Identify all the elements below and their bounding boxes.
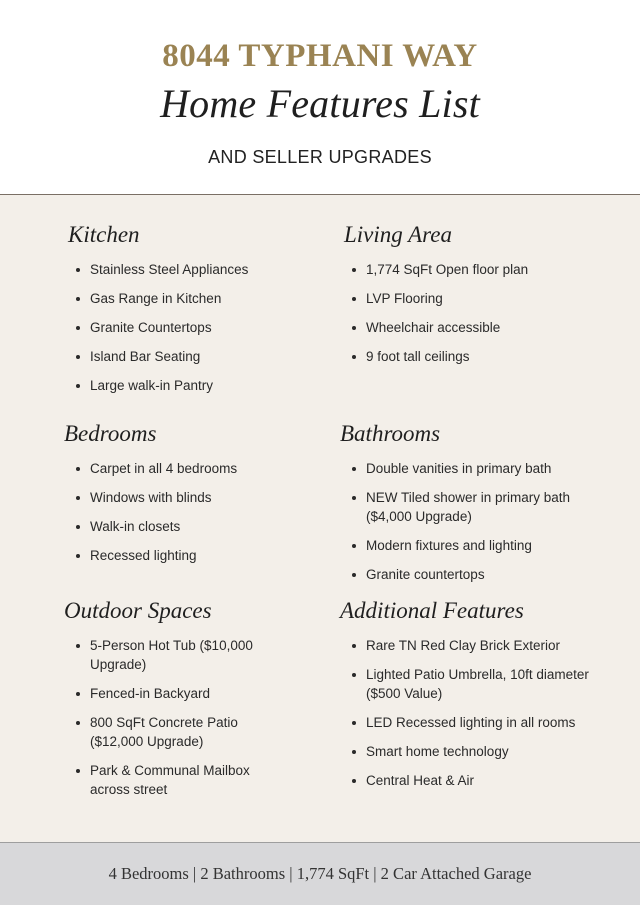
list-item: Walk-in closets [68, 517, 334, 536]
list-item: Large walk-in Pantry [68, 376, 338, 395]
list-item: NEW Tiled shower in primary bath ($4,000 Upgrade) [344, 488, 610, 526]
list-item: LED Recessed lighting in all rooms [344, 713, 606, 732]
list-item: Gas Range in Kitchen [68, 289, 338, 308]
feature-list [344, 260, 614, 366]
header [0, 0, 640, 195]
list-item: 9 foot tall ceilings [344, 347, 614, 366]
section-additional-features [340, 598, 610, 790]
list-item: Smart home technology [344, 742, 606, 761]
list-item: 800 SqFt Concrete Patio ($12,000 Upgrade) [68, 713, 278, 751]
section-bathrooms [340, 421, 610, 584]
property-address: 8044 TYPHANI WAY [162, 38, 478, 74]
page-title: Home Features List [160, 81, 480, 126]
section-heading: Bedrooms [64, 421, 157, 446]
features-area [0, 195, 640, 842]
section-heading: Additional Features [340, 598, 524, 623]
list-item: Carpet in all 4 bedrooms [68, 459, 334, 478]
footer-bar [0, 842, 640, 905]
list-item: 5-Person Hot Tub ($10,000 Upgrade) [68, 636, 278, 674]
list-item: Lighted Patio Umbrella, 10ft diameter ($500 Value) [344, 665, 606, 703]
list-item: Wheelchair accessible [344, 318, 614, 337]
list-item: Double vanities in primary bath [344, 459, 610, 478]
section-living-area [344, 222, 614, 366]
feature-list [344, 459, 610, 584]
section-bedrooms [64, 421, 334, 565]
section-heading: Outdoor Spaces [64, 598, 212, 623]
list-item: Windows with blinds [68, 488, 334, 507]
list-item: Fenced-in Backyard [68, 684, 278, 703]
list-item: Granite Countertops [68, 318, 338, 337]
feature-list [68, 636, 278, 799]
list-item: Rare TN Red Clay Brick Exterior [344, 636, 606, 655]
feature-list [344, 636, 606, 790]
section-heading: Kitchen [68, 222, 140, 247]
section-outdoor-spaces [64, 598, 334, 799]
feature-list [68, 260, 338, 395]
section-heading: Living Area [344, 222, 452, 247]
section-kitchen [68, 222, 338, 395]
list-item: Central Heat & Air [344, 771, 606, 790]
list-item: Recessed lighting [68, 546, 334, 565]
feature-list [68, 459, 334, 565]
list-item: Modern fixtures and lighting [344, 536, 610, 555]
list-item: LVP Flooring [344, 289, 614, 308]
section-heading: Bathrooms [340, 421, 441, 446]
page-subtitle: AND SELLER UPGRADES [208, 147, 432, 167]
list-item: Stainless Steel Appliances [68, 260, 338, 279]
list-item: 1,774 SqFt Open floor plan [344, 260, 614, 279]
list-item: Park & Communal Mailbox across street [68, 761, 278, 799]
list-item: Island Bar Seating [68, 347, 338, 366]
property-summary: 4 Bedrooms | 2 Bathrooms | 1,774 SqFt | 2 Car Attached Garage [108, 864, 532, 883]
list-item: Granite countertops [344, 565, 610, 584]
